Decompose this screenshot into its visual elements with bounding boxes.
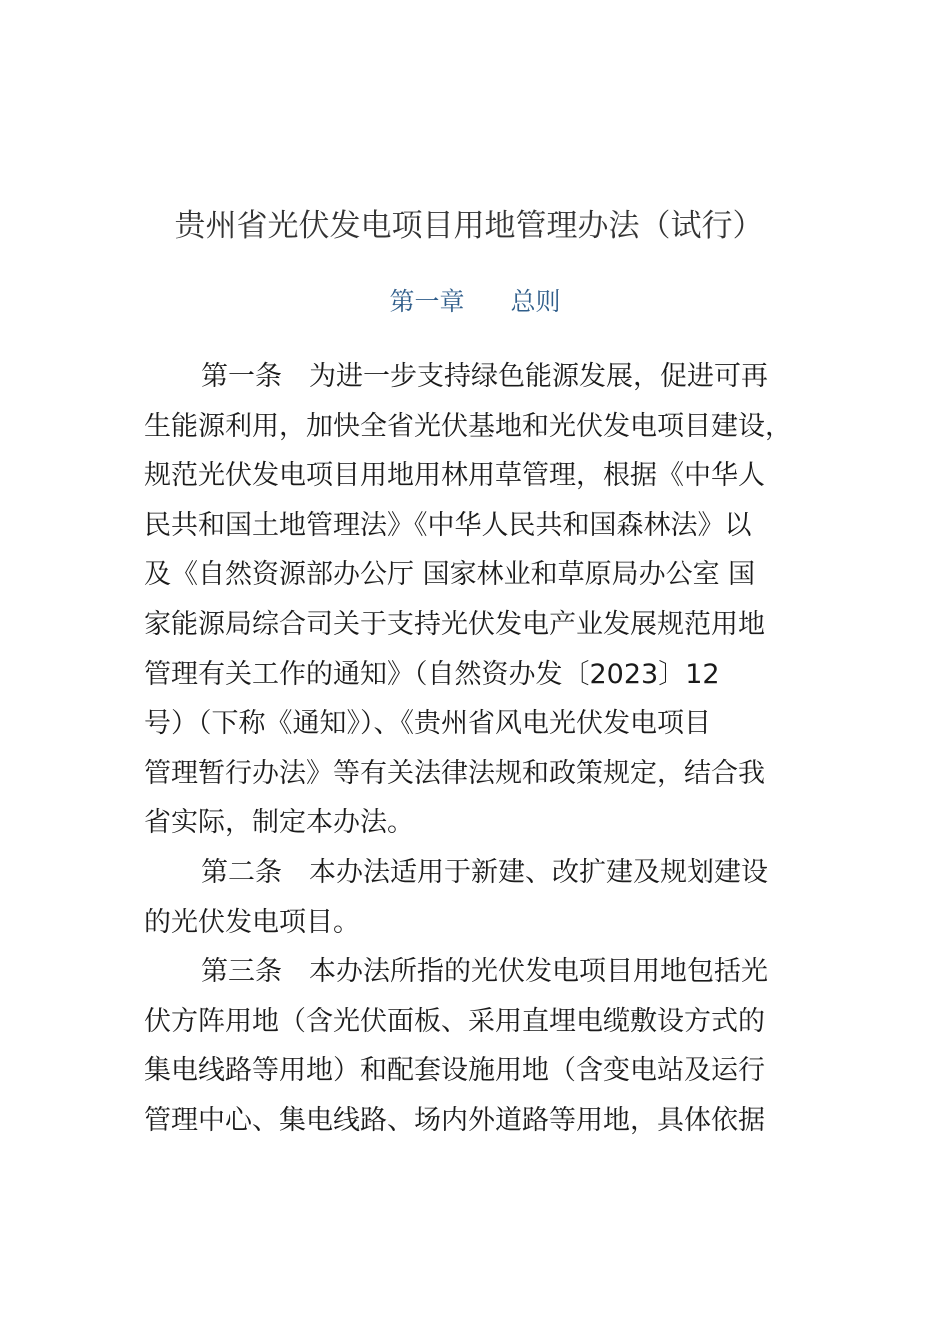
article-3-line-2: 伏方阵用地（含光伏面板、采用直埋电缆敷设方式的 (144, 1005, 765, 1037)
article-1-line-2: 生能源利用，加快全省光伏基地和光伏发电项目建设， (144, 410, 792, 442)
chapter-heading (0, 282, 950, 322)
article-1-line-7: 管理有关工作的通知》（自然资办发〔2023〕12 (144, 658, 720, 690)
article-2-line-2: 的光伏发电项目。 (144, 906, 360, 938)
document-title: 贵州省光伏发电项目用地管理办法（试行） (174, 208, 764, 244)
article-1-line-6: 家能源局综合司关于支持光伏发电产业发展规范用地 (144, 608, 765, 640)
article-3-line-4: 管理中心、集电线路、场内外道路等用地，具体依据 (144, 1104, 765, 1136)
document-body (144, 352, 844, 1146)
article-1-line-1: 第一条 为进一步支持绿色能源发展，促进可再 (201, 361, 768, 392)
article-1-line-4: 民共和国土地管理法》《中华人民共和国森林法》以 (144, 509, 752, 541)
chapter-name: 总则 (510, 287, 561, 316)
article-2-line-1: 第二条 本办法适用于新建、改扩建及规划建设 (201, 856, 768, 888)
article-1-line-9: 管理暂行办法》等有关法律法规和政策规定，结合我 (144, 757, 765, 789)
chapter-number: 第一章 (389, 287, 465, 316)
article-1-line-3: 规范光伏发电项目用地用林用草管理，根据《中华人 (144, 460, 765, 492)
article-1-line-8: 号）（下称《通知》）、《贵州省风电光伏发电项目 (144, 708, 711, 740)
article-1-line-10: 省实际，制定本办法。 (144, 807, 414, 839)
article-3-line-3: 集电线路等用地）和配套设施用地（含变电站及运行 (144, 1055, 765, 1087)
article-3-line-1: 第三条 本办法所指的光伏发电项目用地包括光 (201, 956, 768, 988)
article-1-line-5: 及《自然资源部办公厅 国家林业和草原局办公室 国 (144, 559, 756, 591)
